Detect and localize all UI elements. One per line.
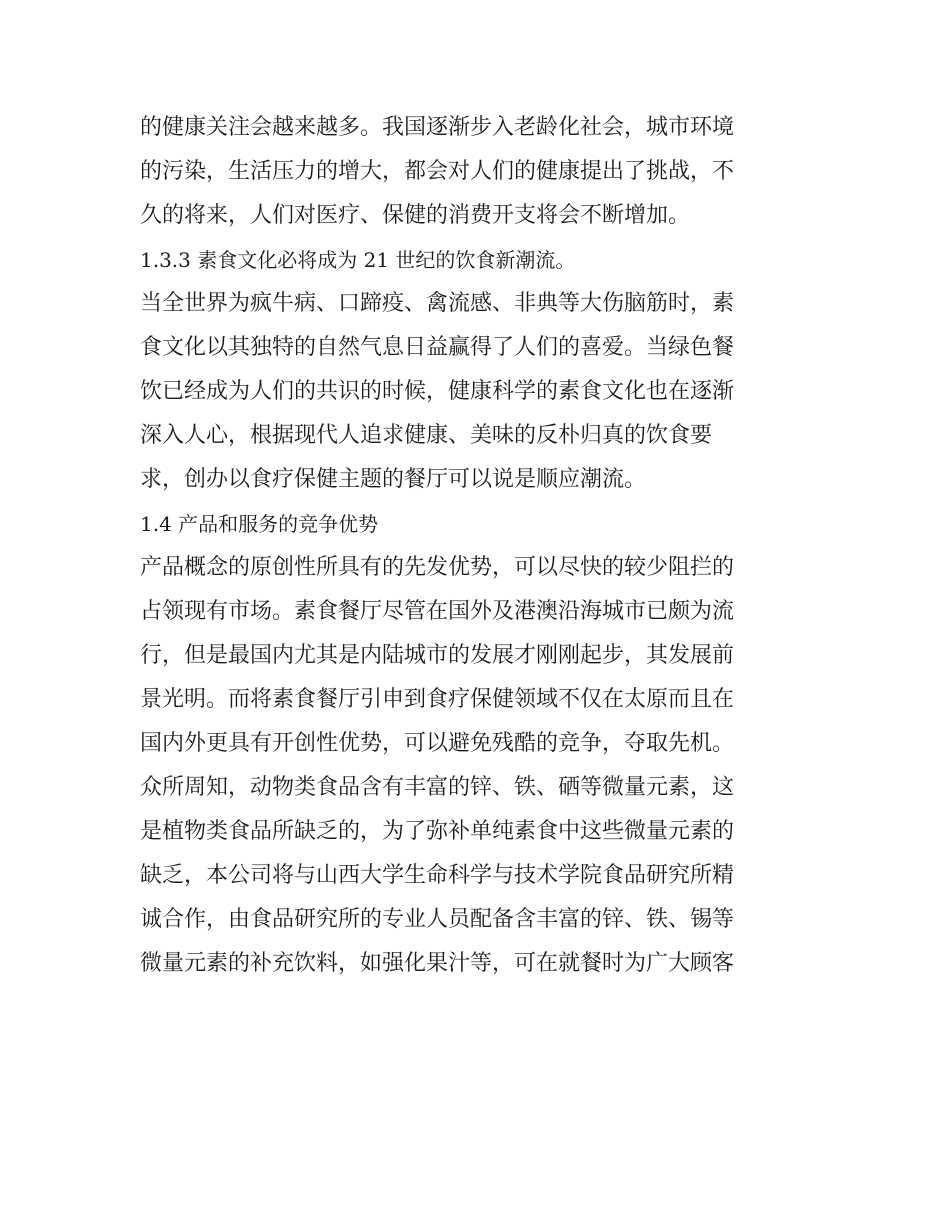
paragraph-line: 诚合作，由食品研究所的专业人员配备含丰富的锌、铁、锡等 <box>140 907 735 932</box>
paragraph-line: 景光明。而将素食餐厅引申到食疗保健领域不仅在太原而且在 <box>140 687 735 712</box>
paragraph-line: 国内外更具有开创性优势，可以避免残酷的竞争，夺取先机。 <box>140 731 735 756</box>
paragraph-line: 产品概念的原创性所具有的先发优势，可以尽快的较少阻拦的 <box>140 555 735 580</box>
section-heading-1-4: 1.4 产品和服务的竞争优势 <box>140 512 379 536</box>
paragraph-line: 行，但是最国内尤其是内陆城市的发展才刚刚起步，其发展前 <box>140 643 735 668</box>
paragraph-line: 当全世界为疯牛病、口蹄疫、禽流感、非典等大伤脑筋时，素 <box>140 291 735 316</box>
paragraph-line: 缺乏，本公司将与山西大学生命科学与技术学院食品研究所精 <box>140 863 735 888</box>
paragraph-line: 众所周知，动物类食品含有丰富的锌、铁、硒等微量元素，这 <box>140 775 735 800</box>
paragraph-line: 饮已经成为人们的共识的时候，健康科学的素食文化也在逐渐 <box>140 379 735 404</box>
document-body <box>140 106 820 986</box>
paragraph-line: 占领现有市场。素食餐厅尽管在国外及港澳沿海城市已颇为流 <box>140 599 735 624</box>
section-heading-1-3-3: 1.3.3 素食文化必将成为 21 世纪的饮食新潮流。 <box>140 248 576 272</box>
paragraph-line: 深入人心，根据现代人追求健康、美味的反朴归真的饮食要 <box>140 423 713 448</box>
paragraph-line: 的污染，生活压力的增大，都会对人们的健康提出了挑战，不 <box>140 159 735 184</box>
paragraph-line: 求，创办以食疗保健主题的餐厅可以说是顺应潮流。 <box>140 467 647 492</box>
paragraph-line: 是植物类食品所缺乏的，为了弥补单纯素食中这些微量元素的 <box>140 819 735 844</box>
paragraph-line: 的健康关注会越来越多。我国逐渐步入老龄化社会，城市环境 <box>140 115 735 140</box>
paragraph-line: 微量元素的补充饮料，如强化果汁等，可在就餐时为广大顾客 <box>140 951 735 976</box>
paragraph-line: 久的将来，人们对医疗、保健的消费开支将会不断增加。 <box>140 203 691 228</box>
paragraph-line: 食文化以其独特的自然气息日益赢得了人们的喜爱。当绿色餐 <box>140 335 735 360</box>
